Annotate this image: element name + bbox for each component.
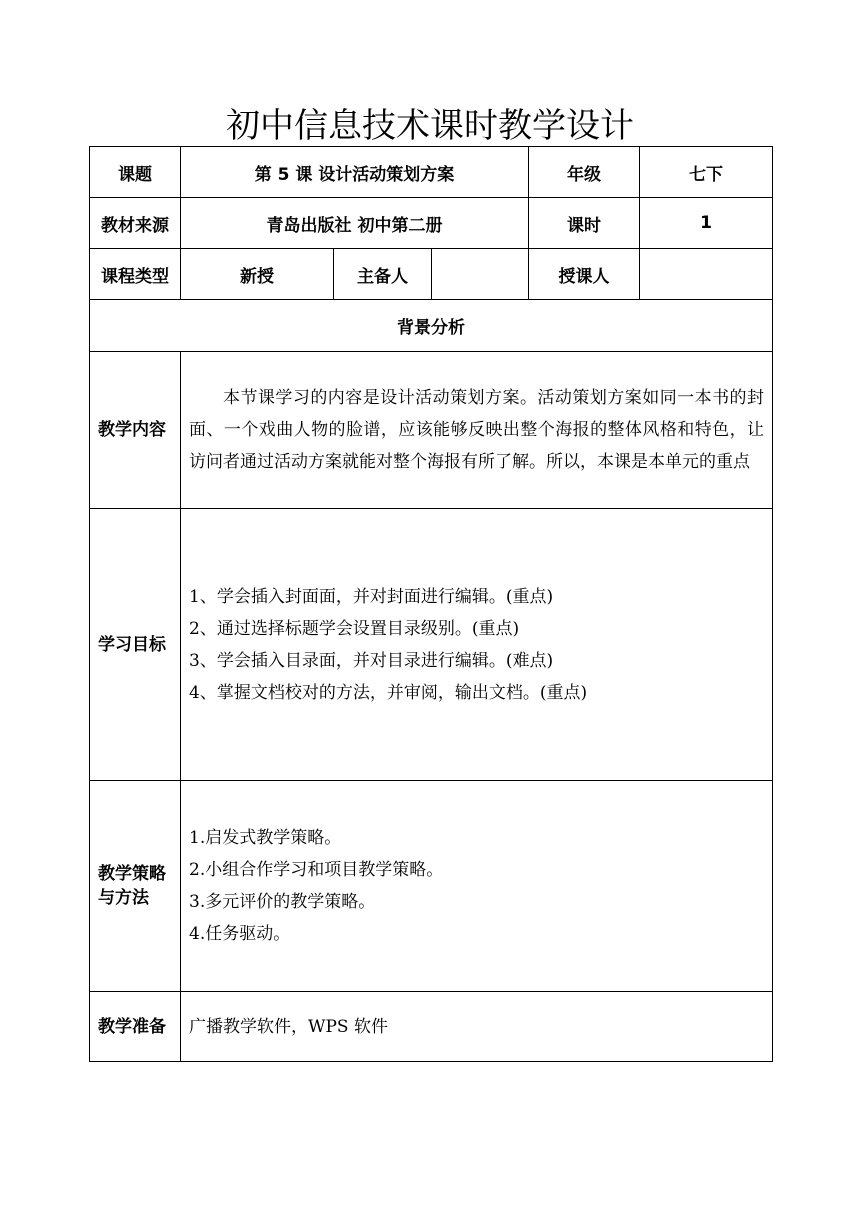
row-objectives: [90, 509, 773, 781]
preparer-value: [432, 249, 529, 300]
content-cell: [181, 352, 773, 509]
strategy-label-line2: 与方法: [98, 888, 149, 908]
objective-item: 4、掌握文档校对的方法，并审阅，输出文档。(重点): [189, 682, 588, 703]
teacher-label: 授课人: [529, 249, 640, 300]
row-source: [90, 198, 773, 249]
topic-label: 课题: [90, 147, 181, 198]
row-preparation: [90, 992, 773, 1062]
content-text: 本节课学习的内容是设计活动策划方案。活动策划方案如同一本书的封面、一个戏曲人物的脸谱，应该能够反映出整个海报的整体风格和特色，让访问者通过活动方案就能对整个海报有所了解。所以，本课是本单元的重点: [189, 388, 765, 472]
hours-label: 课时: [529, 198, 640, 249]
objectives-label: 学习目标: [90, 509, 181, 781]
source-value: 青岛出版社 初中第二册: [181, 198, 529, 249]
strategy-cell: [181, 781, 773, 992]
strategy-item: 2.小组合作学习和项目教学策略。: [189, 860, 444, 880]
objective-item: 3、学会插入目录面，并对目录进行编辑。(难点): [189, 650, 554, 671]
objective-item: 1、学会插入封面面，并对封面进行编辑。(重点): [189, 586, 554, 607]
strategy-label: [90, 781, 181, 992]
objectives-cell: [181, 509, 773, 781]
strategy-item: 1.启发式教学策略。: [189, 828, 342, 848]
preparer-label: 主备人: [334, 249, 432, 300]
objective-item: 2、通过选择标题学会设置目录级别。(重点): [189, 618, 520, 639]
row-topic: [90, 147, 773, 198]
preparation-cell: [181, 992, 773, 1062]
source-label: 教材来源: [90, 198, 181, 249]
topic-value: 第 5 课 设计活动策划方案: [181, 147, 529, 198]
row-type: [90, 249, 773, 300]
content-label: 教学内容: [90, 352, 181, 509]
type-label: 课程类型: [90, 249, 181, 300]
background-heading: 背景分析: [90, 300, 773, 352]
teacher-value: [640, 249, 773, 300]
row-background-heading: [90, 300, 773, 352]
preparation-label: 教学准备: [90, 992, 181, 1062]
grade-value: 七下: [640, 147, 773, 198]
grade-label: 年级: [529, 147, 640, 198]
row-content: [90, 352, 773, 509]
document-title: 初中信息技术课时教学设计: [226, 106, 634, 146]
lesson-plan-table: [89, 146, 773, 1062]
hours-value: 1: [640, 198, 773, 249]
row-strategy: [90, 781, 773, 992]
preparation-text: 广播教学软件，WPS 软件: [189, 1016, 388, 1037]
strategy-item: 3.多元评价的教学策略。: [189, 892, 376, 912]
type-value: 新授: [181, 249, 334, 300]
strategy-label-line1: 教学策略: [98, 864, 166, 884]
strategy-item: 4.任务驱动。: [189, 924, 291, 944]
